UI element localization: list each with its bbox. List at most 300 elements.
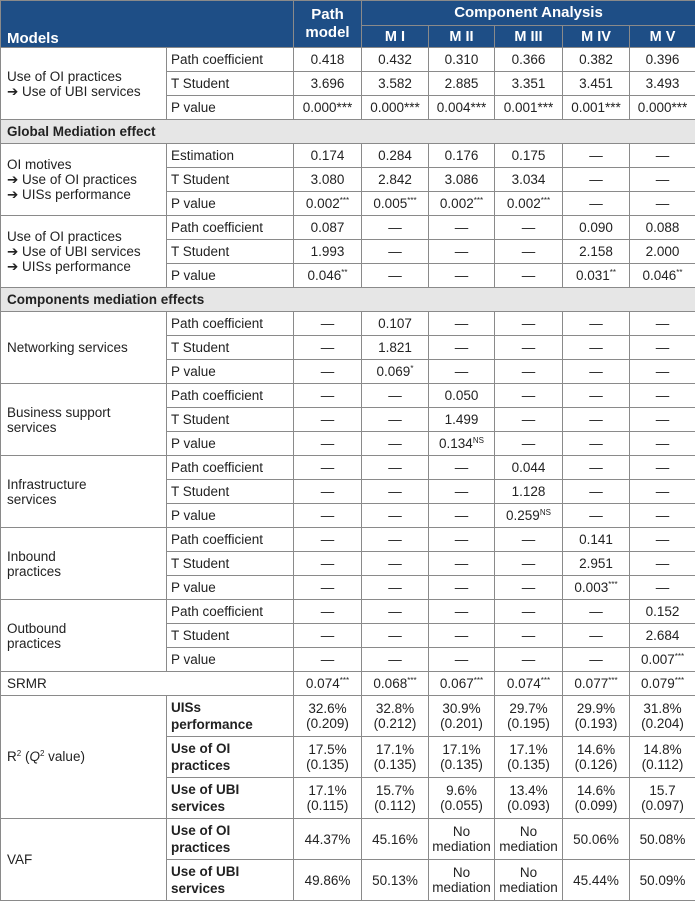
value-text: 2.000 bbox=[645, 243, 680, 259]
value-text: 0.069 bbox=[376, 363, 411, 379]
value-line: 45.16% bbox=[372, 831, 418, 847]
value-text: — bbox=[388, 531, 402, 547]
value-cell bbox=[630, 384, 695, 408]
value-text: 0.044 bbox=[511, 459, 546, 475]
value-cell bbox=[495, 696, 563, 737]
value-cell bbox=[294, 528, 362, 552]
value-text: — bbox=[655, 579, 670, 595]
value-cell bbox=[630, 648, 695, 672]
value-text: 0.175 bbox=[511, 147, 546, 163]
value-cell bbox=[362, 48, 429, 72]
value-cell bbox=[630, 600, 695, 624]
value-text: 0.067 bbox=[439, 675, 474, 691]
value-line: mediation bbox=[432, 880, 491, 895]
value-text: 2.951 bbox=[579, 555, 613, 571]
value-text: 0.003 bbox=[574, 579, 609, 595]
value-text: — bbox=[454, 363, 469, 379]
value-line: 50.13% bbox=[372, 872, 418, 888]
significance-marker: *** bbox=[608, 675, 618, 685]
value-cell bbox=[294, 264, 362, 288]
label-line: Outbound bbox=[7, 620, 67, 636]
statistic-label: Estimation bbox=[167, 144, 294, 168]
value-text: 0.002 bbox=[305, 195, 340, 211]
value-line: No bbox=[452, 824, 471, 839]
row-group-label bbox=[1, 216, 167, 288]
value-cell bbox=[294, 480, 362, 504]
value-text: 2.842 bbox=[378, 171, 412, 187]
value-text: 3.582 bbox=[378, 75, 412, 91]
value-cell bbox=[362, 600, 429, 624]
value-cell bbox=[563, 672, 630, 696]
value-cell bbox=[563, 624, 630, 648]
value-line: 29.7% bbox=[509, 701, 548, 716]
value-cell bbox=[563, 240, 630, 264]
value-cell bbox=[630, 192, 695, 216]
value-cell bbox=[429, 240, 495, 264]
value-cell bbox=[362, 552, 429, 576]
value-line: 15.7 bbox=[649, 783, 676, 798]
value-cell bbox=[362, 480, 429, 504]
statistic-label: T Student bbox=[167, 624, 294, 648]
r2-row bbox=[1, 696, 695, 737]
variable-line: Use of UBI bbox=[171, 864, 240, 879]
value-text: — bbox=[655, 531, 670, 547]
value-cell bbox=[429, 576, 495, 600]
value-cell bbox=[429, 48, 495, 72]
value-text: — bbox=[320, 435, 335, 451]
srmr-row bbox=[1, 672, 695, 696]
value-cell bbox=[429, 504, 495, 528]
value-cell bbox=[630, 240, 695, 264]
value-text: 0.004*** bbox=[436, 99, 487, 115]
value-text: — bbox=[521, 555, 536, 571]
statistic-label: T Student bbox=[167, 552, 294, 576]
significance-marker: *** bbox=[473, 675, 484, 685]
value-cell bbox=[294, 192, 362, 216]
value-line: 30.9% bbox=[442, 701, 481, 716]
value-cell bbox=[495, 336, 563, 360]
value-text: — bbox=[589, 435, 603, 451]
value-text: 0.001*** bbox=[503, 99, 554, 115]
value-cell bbox=[630, 576, 695, 600]
value-text: 0.090 bbox=[579, 219, 613, 235]
table-row bbox=[1, 456, 695, 480]
value-cell bbox=[429, 168, 495, 192]
value-text: — bbox=[521, 363, 536, 379]
value-cell bbox=[362, 737, 429, 778]
value-text: — bbox=[320, 411, 335, 427]
value-text: — bbox=[521, 315, 536, 331]
value-line: 15.7% bbox=[375, 783, 415, 798]
value-text: — bbox=[589, 195, 603, 211]
value-cell bbox=[563, 696, 630, 737]
value-cell bbox=[630, 312, 695, 336]
value-cell bbox=[630, 264, 695, 288]
value-cell bbox=[563, 408, 630, 432]
value-cell bbox=[495, 384, 563, 408]
value-cell bbox=[294, 48, 362, 72]
value-cell bbox=[362, 528, 429, 552]
value-text: — bbox=[589, 171, 603, 187]
value-text: 0.000*** bbox=[637, 99, 688, 115]
value-text: — bbox=[589, 339, 603, 355]
value-cell bbox=[630, 216, 695, 240]
value-cell bbox=[563, 312, 630, 336]
value-text: — bbox=[320, 555, 335, 571]
value-text: 0.087 bbox=[310, 219, 345, 235]
value-line: 50.08% bbox=[639, 831, 686, 847]
value-cell bbox=[630, 696, 695, 737]
value-cell bbox=[429, 72, 495, 96]
value-text: — bbox=[589, 363, 603, 379]
label-line: OI motives bbox=[7, 157, 72, 172]
value-cell bbox=[563, 860, 630, 901]
value-text: 0.005 bbox=[373, 195, 408, 211]
statistic-label: T Student bbox=[167, 240, 294, 264]
section-title: Components mediation effects bbox=[1, 288, 695, 312]
value-cell bbox=[294, 778, 362, 819]
value-line: 44.37% bbox=[304, 831, 351, 847]
value-text: — bbox=[521, 339, 536, 355]
label-line: ➔ UISs performance bbox=[7, 259, 131, 274]
value-cell bbox=[495, 648, 563, 672]
value-line: 50.09% bbox=[639, 872, 686, 888]
value-cell bbox=[429, 528, 495, 552]
value-cell bbox=[362, 819, 429, 860]
value-text: — bbox=[388, 579, 402, 595]
value-text: — bbox=[320, 387, 335, 403]
value-cell bbox=[362, 72, 429, 96]
label-line: Infrastructure bbox=[7, 476, 87, 492]
component-analysis-header: Component Analysis bbox=[362, 1, 695, 26]
value-line: 32.6% bbox=[308, 701, 347, 716]
value-text: 1.128 bbox=[511, 483, 546, 499]
model-header: M II bbox=[429, 26, 495, 48]
value-cell bbox=[495, 168, 563, 192]
value-cell bbox=[294, 600, 362, 624]
value-text: — bbox=[521, 531, 536, 547]
value-line: No bbox=[519, 865, 538, 880]
value-line: (0.212) bbox=[373, 716, 417, 731]
value-line: 17.1% bbox=[509, 742, 548, 757]
value-cell bbox=[429, 144, 495, 168]
value-line: No bbox=[452, 865, 471, 880]
variable-line: practices bbox=[171, 758, 231, 773]
value-cell bbox=[495, 819, 563, 860]
value-text: — bbox=[388, 603, 402, 619]
value-cell bbox=[429, 216, 495, 240]
value-cell bbox=[362, 778, 429, 819]
value-cell bbox=[495, 552, 563, 576]
value-cell bbox=[362, 216, 429, 240]
value-text: 0.088 bbox=[645, 219, 680, 235]
value-line: (0.135) bbox=[507, 757, 550, 772]
section-title: Global Mediation effect bbox=[1, 120, 695, 144]
value-cell bbox=[294, 624, 362, 648]
value-text: 2.158 bbox=[579, 243, 613, 259]
table-row bbox=[1, 312, 695, 336]
statistic-label: T Student bbox=[167, 408, 294, 432]
value-cell bbox=[362, 432, 429, 456]
value-text: — bbox=[454, 483, 469, 499]
label-line: Inbound bbox=[7, 548, 56, 564]
value-cell bbox=[563, 552, 630, 576]
r2-variable bbox=[167, 737, 294, 778]
statistic-label: P value bbox=[167, 96, 294, 120]
value-cell bbox=[429, 624, 495, 648]
value-cell bbox=[294, 216, 362, 240]
value-text: — bbox=[589, 315, 603, 331]
statistic-label: P value bbox=[167, 264, 294, 288]
value-cell bbox=[563, 360, 630, 384]
significance-marker: * bbox=[410, 363, 414, 373]
value-text: — bbox=[320, 339, 335, 355]
value-text: 3.493 bbox=[645, 75, 680, 91]
value-cell bbox=[294, 860, 362, 901]
value-cell bbox=[294, 312, 362, 336]
label-line: services bbox=[7, 491, 57, 507]
value-cell bbox=[429, 648, 495, 672]
value-text: — bbox=[655, 435, 670, 451]
significance-marker: *** bbox=[540, 195, 551, 205]
value-text: — bbox=[655, 147, 670, 163]
r2-label-main: R bbox=[7, 749, 17, 764]
value-cell bbox=[563, 192, 630, 216]
value-line: 45.44% bbox=[573, 872, 619, 888]
value-text: — bbox=[320, 627, 335, 643]
row-group-label bbox=[1, 48, 167, 120]
value-cell bbox=[495, 240, 563, 264]
value-text: 3.086 bbox=[444, 171, 479, 187]
row-group-label bbox=[1, 600, 167, 672]
value-cell bbox=[294, 672, 362, 696]
value-text: — bbox=[388, 627, 402, 643]
value-text: — bbox=[589, 387, 603, 403]
table-row bbox=[1, 528, 695, 552]
value-cell bbox=[362, 336, 429, 360]
row-group-label bbox=[1, 144, 167, 216]
value-text: — bbox=[655, 507, 670, 523]
value-text: 0.046 bbox=[307, 267, 342, 283]
value-text: — bbox=[454, 315, 469, 331]
label-line: Use of OI practices bbox=[7, 68, 122, 84]
value-text: — bbox=[388, 459, 402, 475]
value-line: mediation bbox=[499, 880, 558, 895]
value-cell bbox=[563, 778, 630, 819]
value-line: 31.8% bbox=[643, 701, 682, 716]
global-mediation-section bbox=[1, 120, 695, 144]
value-cell bbox=[429, 408, 495, 432]
path-model-header: Path model bbox=[294, 1, 362, 48]
value-cell bbox=[495, 192, 563, 216]
value-text: — bbox=[454, 579, 469, 595]
value-cell bbox=[294, 648, 362, 672]
value-cell bbox=[495, 504, 563, 528]
value-cell bbox=[630, 144, 695, 168]
value-text: 0.000*** bbox=[370, 99, 420, 115]
value-cell bbox=[429, 696, 495, 737]
value-cell bbox=[294, 144, 362, 168]
value-text: 0.310 bbox=[444, 51, 479, 67]
table-body bbox=[1, 48, 695, 901]
value-text: — bbox=[320, 315, 335, 331]
value-text: — bbox=[589, 483, 603, 499]
value-text: 2.684 bbox=[645, 627, 680, 643]
value-text: — bbox=[454, 243, 469, 259]
label-line: ➔ Use of OI practices bbox=[7, 172, 137, 187]
value-cell bbox=[630, 168, 695, 192]
value-text: 0.366 bbox=[511, 51, 546, 67]
value-text: 0.002 bbox=[506, 195, 541, 211]
label-line: Use of OI practices bbox=[7, 229, 122, 244]
value-text: — bbox=[320, 459, 335, 475]
variable-line: Use of OI bbox=[171, 741, 231, 756]
value-cell bbox=[495, 528, 563, 552]
value-text: — bbox=[589, 507, 603, 523]
value-line: (0.112) bbox=[374, 798, 416, 813]
variable-line: services bbox=[171, 799, 226, 814]
variable-line: practices bbox=[171, 840, 231, 855]
row-group-label bbox=[1, 528, 167, 600]
value-text: 0.141 bbox=[579, 531, 613, 547]
value-text: 0.176 bbox=[444, 147, 479, 163]
value-text: 0.284 bbox=[378, 147, 412, 163]
statistic-label: Path coefficient bbox=[167, 528, 294, 552]
value-cell bbox=[429, 96, 495, 120]
value-text: — bbox=[521, 579, 536, 595]
value-line: 14.6% bbox=[576, 783, 616, 798]
variable-line: services bbox=[171, 881, 226, 896]
r2-variable bbox=[167, 778, 294, 819]
value-cell bbox=[495, 96, 563, 120]
value-text: — bbox=[388, 411, 402, 427]
value-cell bbox=[362, 672, 429, 696]
value-text: 0.002 bbox=[439, 195, 474, 211]
value-line: 17.1% bbox=[308, 783, 347, 798]
label-line: Business support bbox=[7, 404, 111, 420]
significance-marker: *** bbox=[407, 195, 417, 205]
significance-marker: *** bbox=[407, 675, 417, 685]
value-line: 9.6% bbox=[446, 783, 477, 798]
value-cell bbox=[294, 168, 362, 192]
value-text: — bbox=[454, 531, 469, 547]
label-line: ➔ Use of UBI services bbox=[7, 83, 141, 99]
significance-marker: NS bbox=[472, 435, 484, 445]
value-cell bbox=[362, 624, 429, 648]
value-cell bbox=[630, 408, 695, 432]
value-text: 0.007 bbox=[640, 651, 675, 667]
value-cell bbox=[429, 819, 495, 860]
significance-marker: *** bbox=[339, 675, 350, 685]
model-header: M I bbox=[362, 26, 429, 48]
value-cell bbox=[630, 360, 695, 384]
significance-marker: *** bbox=[339, 195, 350, 205]
value-text: — bbox=[454, 603, 469, 619]
value-cell bbox=[563, 264, 630, 288]
value-cell bbox=[362, 168, 429, 192]
value-text: — bbox=[388, 219, 402, 235]
value-cell bbox=[362, 312, 429, 336]
value-text: — bbox=[655, 339, 670, 355]
value-cell bbox=[563, 648, 630, 672]
value-cell bbox=[630, 552, 695, 576]
statistic-label: P value bbox=[167, 360, 294, 384]
value-text: — bbox=[655, 315, 670, 331]
value-cell bbox=[630, 336, 695, 360]
value-text: 0.382 bbox=[579, 51, 613, 67]
value-text: — bbox=[655, 387, 670, 403]
value-text: — bbox=[521, 651, 536, 667]
value-cell bbox=[362, 860, 429, 901]
value-text: 3.034 bbox=[511, 171, 546, 187]
statistic-label: Path coefficient bbox=[167, 600, 294, 624]
value-cell bbox=[429, 264, 495, 288]
value-text: 1.499 bbox=[444, 411, 479, 427]
value-cell bbox=[495, 216, 563, 240]
value-cell bbox=[294, 737, 362, 778]
value-text: 3.351 bbox=[511, 75, 546, 91]
value-cell bbox=[429, 600, 495, 624]
value-cell bbox=[362, 456, 429, 480]
value-cell bbox=[630, 96, 695, 120]
value-cell bbox=[294, 72, 362, 96]
statistic-label: P value bbox=[167, 576, 294, 600]
value-text: — bbox=[320, 483, 335, 499]
srmr-label: SRMR bbox=[1, 672, 294, 696]
value-cell bbox=[429, 432, 495, 456]
value-text: 0.068 bbox=[373, 675, 408, 691]
value-text: 0.134 bbox=[439, 435, 473, 451]
value-cell bbox=[362, 192, 429, 216]
value-cell bbox=[429, 312, 495, 336]
value-line: 29.9% bbox=[576, 701, 616, 716]
table-row bbox=[1, 48, 695, 72]
value-cell bbox=[362, 648, 429, 672]
value-cell bbox=[294, 819, 362, 860]
value-cell bbox=[495, 480, 563, 504]
value-cell bbox=[630, 528, 695, 552]
value-cell bbox=[563, 504, 630, 528]
value-text: 3.451 bbox=[579, 75, 613, 91]
value-text: — bbox=[454, 507, 469, 523]
value-cell bbox=[429, 192, 495, 216]
value-cell bbox=[429, 552, 495, 576]
label-line: ➔ UISs performance bbox=[7, 187, 131, 202]
variable-line: Use of UBI bbox=[171, 782, 240, 797]
value-text: 0.077 bbox=[574, 675, 609, 691]
r2-label bbox=[1, 696, 167, 819]
row-group-label bbox=[1, 456, 167, 528]
value-cell bbox=[495, 600, 563, 624]
model-header: M III bbox=[495, 26, 563, 48]
row-group-label bbox=[1, 384, 167, 456]
value-line: (0.201) bbox=[440, 716, 483, 731]
value-text: 0.079 bbox=[640, 675, 675, 691]
value-cell bbox=[294, 552, 362, 576]
value-text: — bbox=[320, 651, 335, 667]
value-text: 0.396 bbox=[645, 51, 680, 67]
value-cell bbox=[294, 504, 362, 528]
r2-label-open: ( bbox=[21, 749, 30, 764]
value-text: 0.050 bbox=[444, 387, 479, 403]
value-text: 1.821 bbox=[378, 339, 412, 355]
statistic-label: P value bbox=[167, 432, 294, 456]
value-cell bbox=[495, 860, 563, 901]
label-line: ➔ Use of UBI services bbox=[7, 244, 141, 259]
value-cell bbox=[429, 360, 495, 384]
label-line: services bbox=[7, 419, 57, 435]
value-line: (0.055) bbox=[440, 798, 483, 813]
